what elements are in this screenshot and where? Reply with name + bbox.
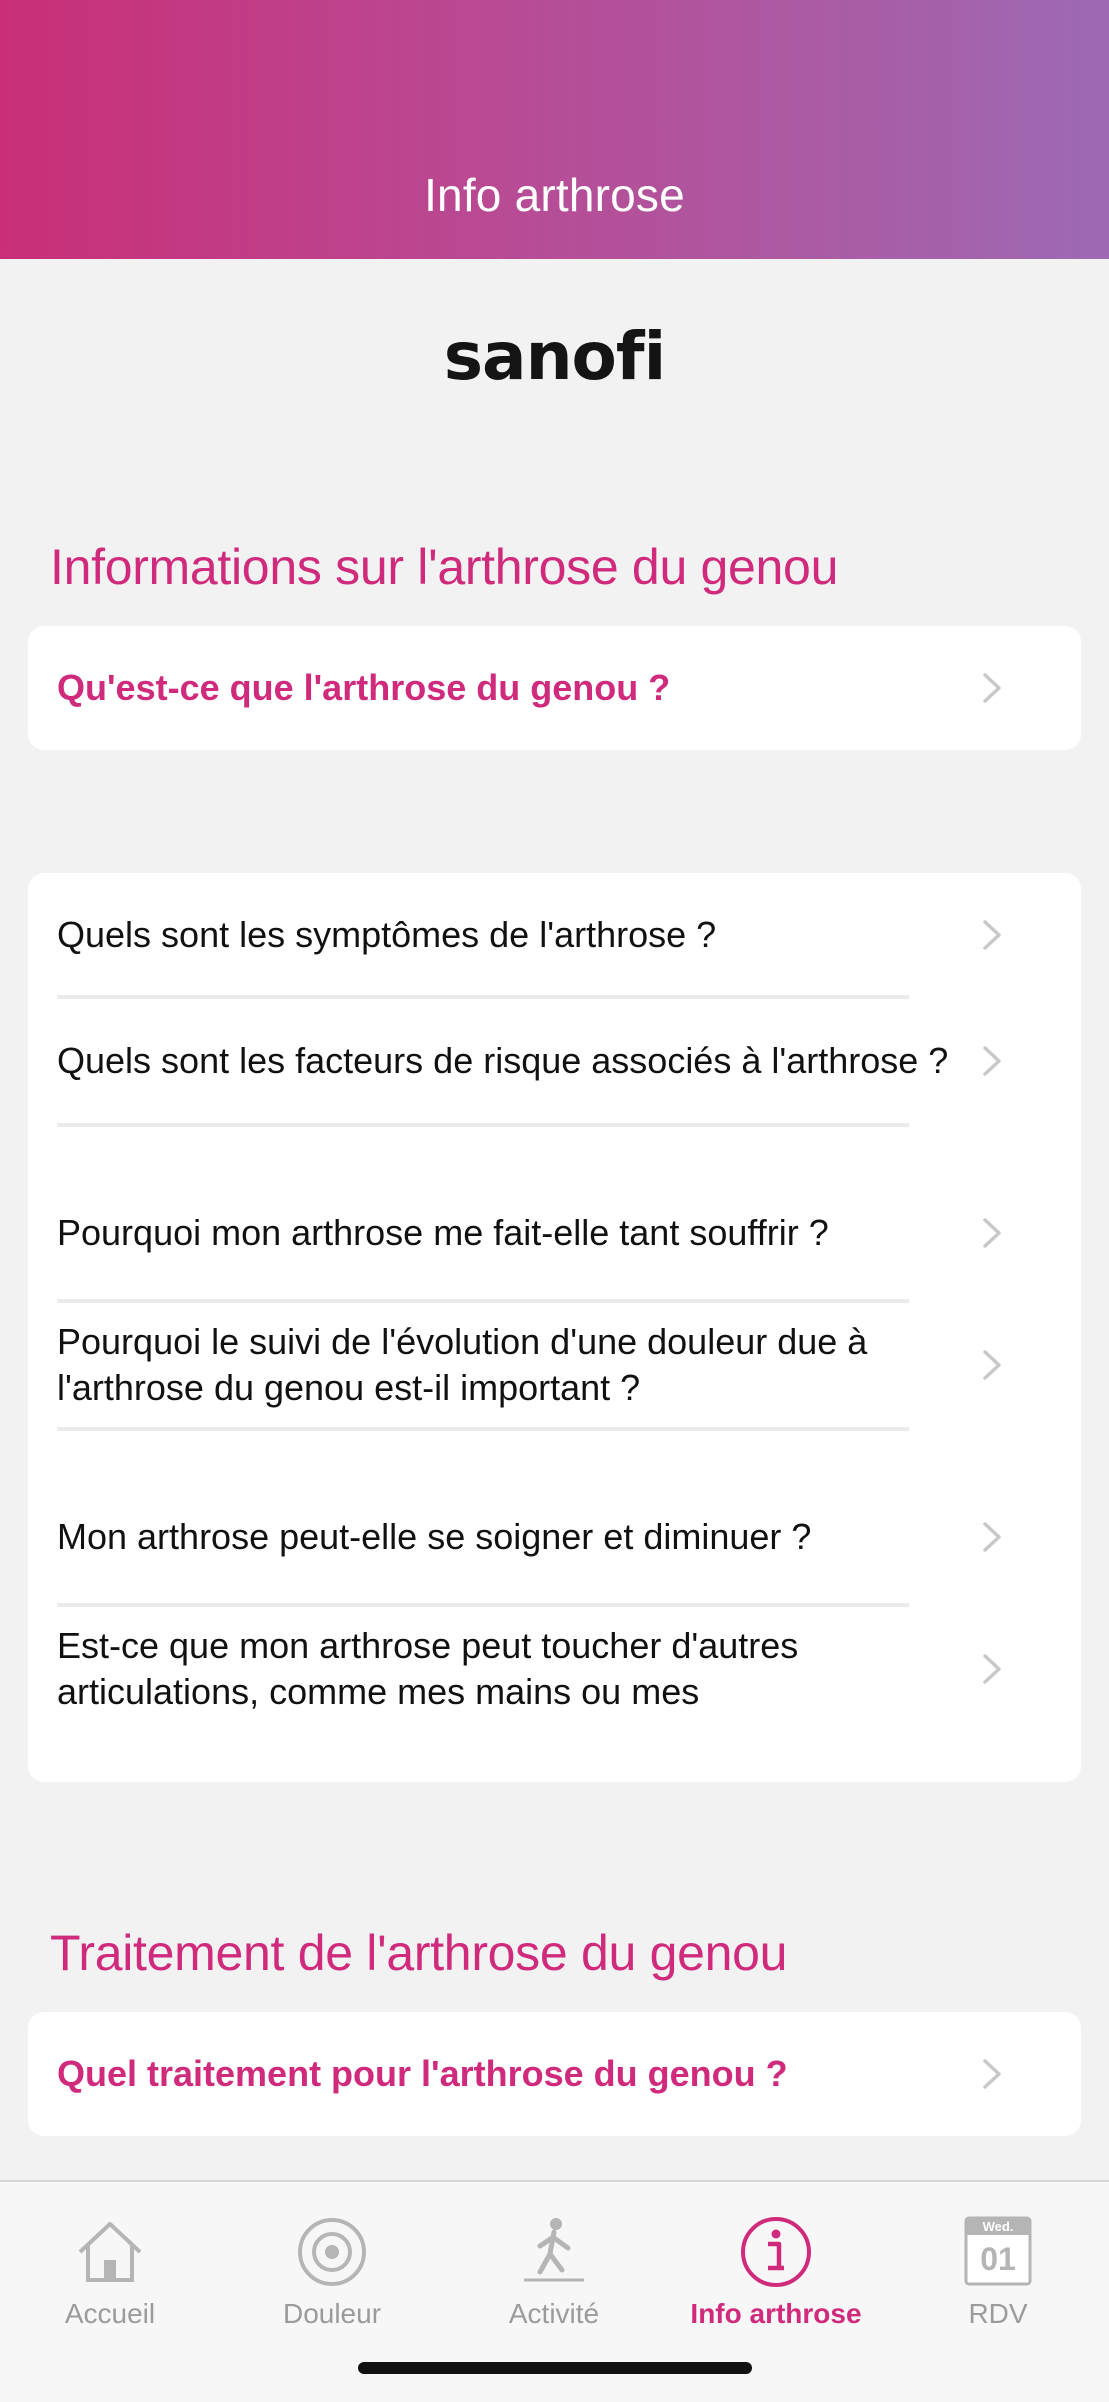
logo-text: sanofi bbox=[443, 318, 666, 395]
home-indicator bbox=[358, 2362, 752, 2374]
calendar-icon bbox=[960, 2214, 1036, 2290]
tab-label: Douleur bbox=[282, 2298, 382, 2329]
list-item[interactable] bbox=[57, 999, 1081, 1123]
walking-person-icon bbox=[516, 2214, 592, 2290]
page-title: Info arthrose bbox=[424, 169, 685, 221]
info-icon bbox=[738, 2214, 814, 2290]
tab-douleur[interactable] bbox=[242, 2214, 422, 2330]
list-item[interactable] bbox=[57, 2012, 1081, 2136]
calendar-day-text: Wed. bbox=[982, 2219, 1014, 2234]
tab-accueil[interactable] bbox=[20, 2214, 200, 2330]
list-item-label: Pourquoi le suivi de l'évolution d'une douleur due à l'arthrose du genou est-il important ? bbox=[57, 1321, 868, 1408]
chevron-right-icon bbox=[975, 2057, 1009, 2091]
list-item-label: Pourquoi mon arthrose me fait-elle tant souffrir ? bbox=[57, 1212, 829, 1253]
chevron-right-icon bbox=[975, 1520, 1009, 1554]
divider bbox=[57, 1427, 909, 1431]
list-item[interactable] bbox=[57, 873, 1081, 997]
list-item-label: Mon arthrose peut-elle se soigner et diminuer ? bbox=[57, 1516, 812, 1557]
list-item[interactable] bbox=[57, 1171, 1081, 1295]
tab-label: Accueil bbox=[64, 2298, 156, 2329]
chevron-right-icon bbox=[975, 671, 1009, 705]
tab-activite[interactable] bbox=[464, 2214, 644, 2330]
tab-label: Activité bbox=[508, 2298, 600, 2329]
list-item[interactable] bbox=[57, 626, 1081, 750]
chevron-right-icon bbox=[975, 918, 1009, 952]
card-what-is-arthrosis[interactable] bbox=[28, 626, 1081, 750]
faq-card bbox=[28, 873, 1081, 1782]
list-item-label: Est-ce que mon arthrose peut toucher d'autres articulations, comme mes mains ou mes bbox=[57, 1625, 799, 1712]
chevron-right-icon bbox=[975, 1348, 1009, 1382]
list-item[interactable] bbox=[57, 1607, 1081, 1731]
sanofi-logo bbox=[0, 318, 1109, 398]
target-icon bbox=[294, 2214, 370, 2290]
tab-info-arthrose[interactable] bbox=[686, 2214, 866, 2330]
calendar-date-text: 01 bbox=[980, 2241, 1016, 2277]
chevron-right-icon bbox=[975, 1044, 1009, 1078]
header-bar bbox=[0, 0, 1109, 259]
card-treatment[interactable] bbox=[28, 2012, 1081, 2136]
list-item[interactable] bbox=[57, 1475, 1081, 1599]
list-item-label: Qu'est-ce que l'arthrose du genou ? bbox=[57, 667, 671, 708]
chevron-right-icon bbox=[975, 1216, 1009, 1250]
section-heading-traitement: Traitement de l'arthrose du genou bbox=[50, 1925, 788, 1981]
tab-label: RDV bbox=[968, 2298, 1028, 2329]
list-item-label: Quels sont les symptômes de l'arthrose ? bbox=[57, 914, 717, 955]
chevron-right-icon bbox=[975, 1652, 1009, 1686]
tab-label: Info arthrose bbox=[690, 2298, 862, 2329]
list-item-label: Quels sont les facteurs de risque associés à l'arthrose ? bbox=[57, 1040, 949, 1081]
tab-rdv[interactable] bbox=[908, 2214, 1088, 2330]
section-heading-informations: Informations sur l'arthrose du genou bbox=[50, 539, 839, 595]
home-icon bbox=[72, 2214, 148, 2290]
divider bbox=[57, 1123, 909, 1127]
list-item-label: Quel traitement pour l'arthrose du genou ? bbox=[57, 2053, 788, 2094]
list-item[interactable] bbox=[57, 1303, 1081, 1427]
